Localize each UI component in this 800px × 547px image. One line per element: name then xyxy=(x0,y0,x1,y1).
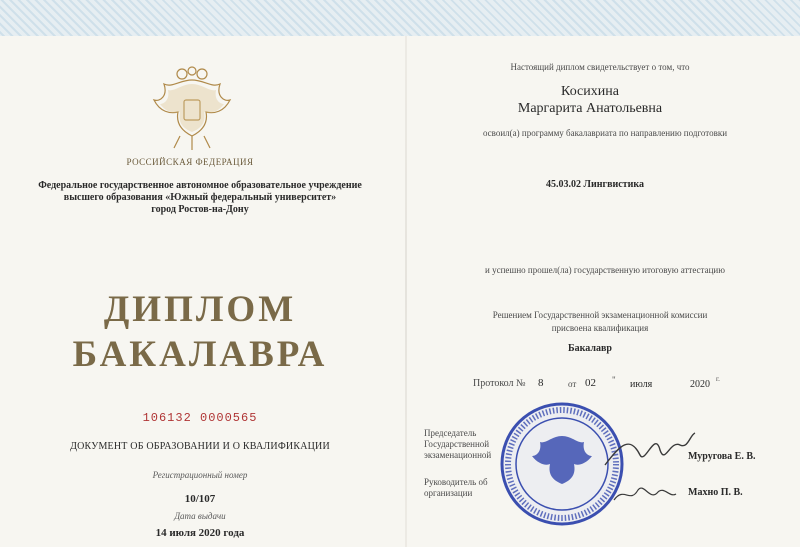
protocol-day: 02 xyxy=(585,377,596,389)
day-mark: " xyxy=(612,375,616,385)
program-text: освоил(а) программу бакалавриата по направлению подготовки xyxy=(482,128,728,138)
decision-text: Решением Государственной экзаменационной комиссии xyxy=(492,310,708,320)
program-name: 45.03.02 Лингвистика xyxy=(546,179,644,190)
issue-date-label: Дата выдачи xyxy=(174,511,226,521)
head-title-line: организации xyxy=(424,488,473,498)
from-label: от xyxy=(568,379,577,389)
center-fold xyxy=(405,36,407,547)
attestation-text: и успешно прошел(ла) государственную итоговую аттестацию xyxy=(485,265,725,275)
head-name: Махно П. В. xyxy=(688,487,743,498)
chair-title-line: экзаменационной xyxy=(424,450,492,460)
protocol-label: Протокол № xyxy=(473,378,526,389)
protocol-month: июля xyxy=(630,379,653,390)
chair-title-line: Председатель xyxy=(424,428,477,438)
head-signature xyxy=(610,478,680,508)
chair-signature xyxy=(600,425,700,475)
institution-line: город Ростов-на-Дону xyxy=(151,204,249,215)
registration-label: Регистрационный номер xyxy=(152,470,248,480)
graduate-given-names: Маргарита Анатольевна xyxy=(517,101,663,116)
chair-name: Муругова Е. В. xyxy=(688,451,756,462)
issue-date: 14 июля 2020 года xyxy=(155,527,245,539)
qualification: Бакалавр xyxy=(568,343,612,354)
protocol-number: 8 xyxy=(538,377,544,389)
diploma-title: ДИПЛОМ xyxy=(103,289,297,330)
country-name: РОССИЙСКАЯ ФЕДЕРАЦИЯ xyxy=(126,157,254,167)
head-title-line: Руководитель об xyxy=(424,477,488,487)
institution-name xyxy=(20,180,380,216)
protocol-year: 2020 xyxy=(690,379,710,390)
document-type: ДОКУМЕНТ ОБ ОБРАЗОВАНИИ И О КВАЛИФИКАЦИИ xyxy=(70,441,330,452)
institution-line: Федеральное государственное автономное образовательное учреждение xyxy=(38,180,362,191)
diploma-number: 106132 0000565 xyxy=(142,411,258,425)
chair-title xyxy=(424,428,491,461)
diploma-degree: БАКАЛАВРА xyxy=(72,334,328,375)
year-suffix: г. xyxy=(716,375,720,383)
institution-line: высшего образования «Южный федеральный университет» xyxy=(63,192,337,203)
intro-text: Настоящий диплом свидетельствует о том, что xyxy=(510,62,690,72)
chair-title-line: Государственной xyxy=(424,439,490,449)
graduate-surname: Косихина xyxy=(561,84,619,99)
coat-of-arms-icon xyxy=(150,66,234,152)
qualification-label: присвоена квалификация xyxy=(551,323,649,333)
head-title xyxy=(424,477,488,499)
registration-number: 10/107 xyxy=(184,493,216,505)
